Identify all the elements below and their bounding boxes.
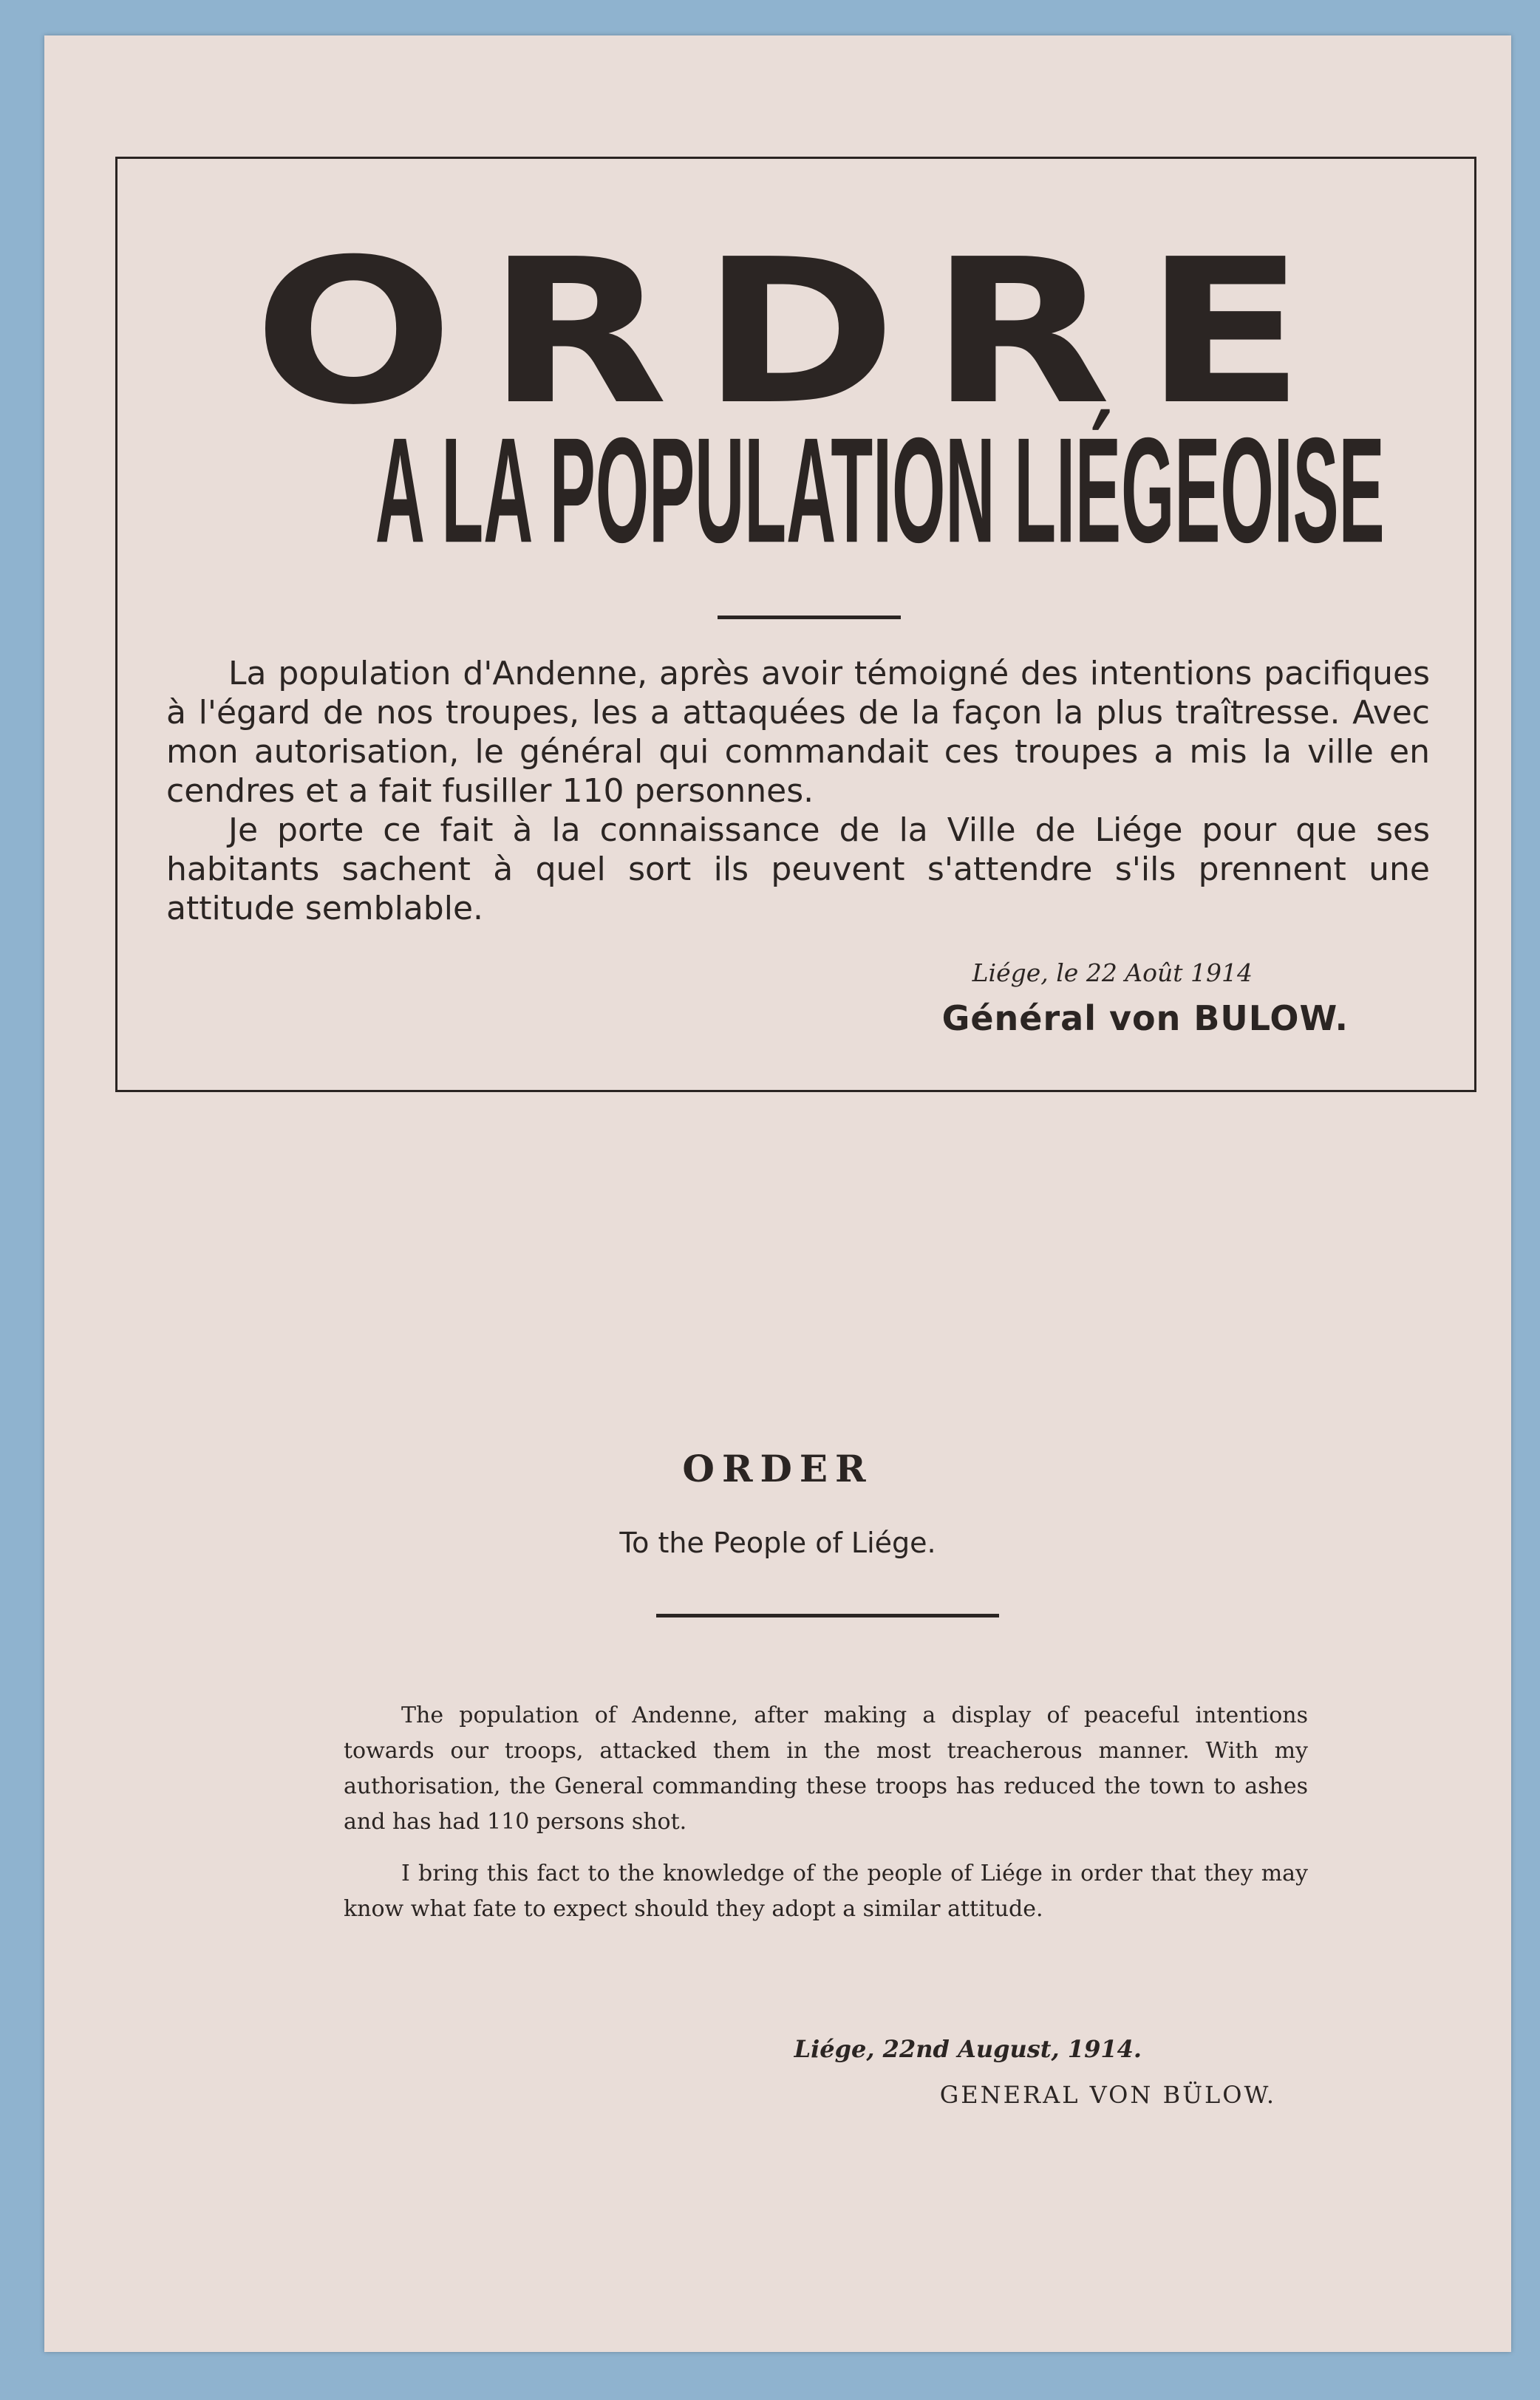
english-date: Liége, 22nd August, 1914. xyxy=(794,2035,1142,2063)
french-subtitle: A LA POPULATION LIÉGEOISE xyxy=(375,406,1385,574)
english-title: ORDER xyxy=(682,1447,873,1490)
document-sheet xyxy=(44,35,1511,2352)
english-paragraph-1: The population of Andenne, after making a display of peaceful intentions towards our troops, attacked them in the most treacherous manner. With my authorisation, the General commanding these troops has reduced the town to ashes and has had 110 persons shot. xyxy=(344,1702,1308,1835)
english-body xyxy=(344,1698,1308,1943)
english-paragraph-2: I bring this fact to the knowledge of the people of Liége in order that they may know what fate to expect should they adopt a similar attitude. xyxy=(344,1861,1308,1922)
french-title: ORDRE xyxy=(253,216,1338,449)
french-signature: Général von BULOW. xyxy=(941,998,1349,1038)
french-date: Liége, le 22 Août 1914 xyxy=(972,958,1253,987)
english-subtitle: To the People of Liége. xyxy=(619,1527,936,1559)
french-poster-frame xyxy=(115,157,1476,1092)
french-paragraph-2: Je porte ce fait à la connaissance de la Ville de Liége pour que ses habitants sachent à quel sort ils peuvent s'attendre s'ils prennent une attitude semblable. xyxy=(166,811,1430,927)
french-body xyxy=(166,654,1430,928)
french-divider-rule xyxy=(718,616,901,619)
english-divider-rule xyxy=(656,1614,999,1617)
english-signature: GENERAL VON BÜLOW. xyxy=(939,2081,1276,2109)
french-paragraph-1: La population d'Andenne, après avoir témoigné des intentions pacifiques à l'égard de nos troupes, les a attaquées de la façon la plus traîtresse. Avec mon autorisation, le général qui commandait ces troupes a mis la ville en cendres et a fait fusiller 110 personnes. xyxy=(166,655,1430,810)
